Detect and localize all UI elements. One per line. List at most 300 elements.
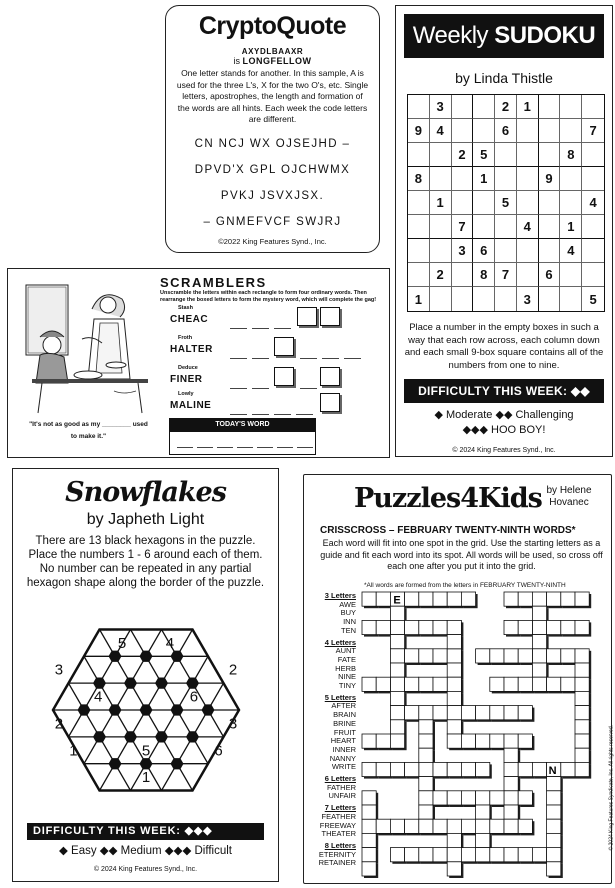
crisscross-cell[interactable]: [504, 677, 518, 691]
snowflakes-difficulty-bar: DIFFICULTY THIS WEEK: ◆◆◆: [27, 823, 264, 840]
crisscross-cell[interactable]: [419, 848, 433, 862]
sudoku-cell[interactable]: [517, 263, 539, 287]
crisscross-cell[interactable]: [447, 819, 461, 833]
sudoku-cell[interactable]: [452, 167, 474, 191]
crisscross-cell[interactable]: [362, 734, 376, 748]
crisscross-cell[interactable]: [504, 805, 518, 819]
sudoku-cell: 3: [430, 95, 452, 119]
answer-blank[interactable]: [257, 447, 273, 448]
crisscross-cell[interactable]: [476, 762, 490, 776]
crisscross-cell[interactable]: [390, 691, 404, 705]
crisscross-cell[interactable]: [518, 762, 532, 776]
crisscross-cell[interactable]: [405, 706, 419, 720]
crisscross-cell[interactable]: [390, 706, 404, 720]
sudoku-cell[interactable]: [517, 119, 539, 143]
sudoku-cell[interactable]: [408, 191, 430, 215]
crisscross-cell[interactable]: [561, 620, 575, 634]
sudoku-cell[interactable]: [582, 143, 604, 167]
sudoku-cell[interactable]: [430, 167, 452, 191]
crisscross-cell[interactable]: [490, 649, 504, 663]
crisscross-cell[interactable]: [518, 706, 532, 720]
sudoku-cell[interactable]: [517, 191, 539, 215]
crisscross-cell[interactable]: [504, 649, 518, 663]
word-list-item[interactable]: BUY: [340, 608, 356, 618]
scrambler-word: MALINE: [170, 400, 212, 411]
scramblers-instructions: Unscramble the letters within each rectangle to form four ordinary words. Then rearrange the boxed letters to form the mystery word, which will complete the gag!: [160, 290, 377, 303]
crisscross-cell[interactable]: [547, 833, 561, 847]
crisscross-cell[interactable]: [490, 791, 504, 805]
answer-blank[interactable]: [277, 447, 293, 448]
sudoku-cell[interactable]: [495, 239, 517, 263]
cryptoquote-title: CryptoQuote: [198, 12, 347, 40]
crisscross-cell[interactable]: [447, 620, 461, 634]
crisscross-cell[interactable]: [447, 734, 461, 748]
crisscross-cell[interactable]: [390, 635, 404, 649]
crisscross-cell[interactable]: [362, 762, 376, 776]
crisscross-cell[interactable]: [575, 649, 589, 663]
crisscross-cell[interactable]: [532, 606, 546, 620]
crisscross-cell[interactable]: [376, 734, 390, 748]
sudoku-cell[interactable]: [560, 263, 582, 287]
crisscross-cell[interactable]: [504, 748, 518, 762]
crisscross-cell[interactable]: [362, 848, 376, 862]
word-list-item[interactable]: FREEWAY: [319, 820, 356, 830]
todays-word-label: TODAY'S WORD: [169, 418, 316, 432]
crisscross-cell[interactable]: [419, 720, 433, 734]
crisscross-cell[interactable]: [362, 677, 376, 691]
crisscross-cell[interactable]: [518, 677, 532, 691]
answer-blank[interactable]: [296, 401, 313, 415]
sudoku-cell[interactable]: [473, 95, 495, 119]
sample-plain: LONGFELLOW: [242, 56, 312, 66]
crisscross-heading: CRISSCROSS – FEBRUARY TWENTY-NINTH WORDS*: [320, 525, 576, 536]
crisscross-cell[interactable]: [518, 649, 532, 663]
crisscross-cell[interactable]: [547, 649, 561, 663]
crisscross-cell[interactable]: [419, 620, 433, 634]
word-list-item[interactable]: NANNY: [329, 753, 356, 763]
crisscross-cell[interactable]: [476, 734, 490, 748]
sudoku-cell[interactable]: [452, 263, 474, 287]
crisscross-cell[interactable]: [490, 819, 504, 833]
crisscross-cell[interactable]: [575, 734, 589, 748]
answer-blank[interactable]: [177, 447, 193, 448]
sudoku-cell[interactable]: [452, 191, 474, 215]
crisscross-cell[interactable]: [419, 592, 433, 606]
sudoku-cell: 3: [517, 287, 539, 311]
crisscross-cell[interactable]: [532, 649, 546, 663]
crisscross-cell[interactable]: [390, 663, 404, 677]
crisscross-cell[interactable]: [547, 620, 561, 634]
word-list-item[interactable]: AFTER: [331, 701, 356, 711]
crisscross-cell[interactable]: [504, 819, 518, 833]
sudoku-cell[interactable]: [560, 119, 582, 143]
crisscross-cell[interactable]: [575, 677, 589, 691]
crisscross-cell[interactable]: [390, 620, 404, 634]
crisscross-cell[interactable]: [433, 592, 447, 606]
crisscross-cell[interactable]: [561, 592, 575, 606]
answer-blank[interactable]: [322, 345, 339, 359]
crisscross-cell[interactable]: [518, 734, 532, 748]
crisscross-cell[interactable]: [405, 592, 419, 606]
crisscross-cell[interactable]: [504, 592, 518, 606]
answer-blank[interactable]: [274, 401, 291, 415]
crisscross-cell[interactable]: [575, 620, 589, 634]
sudoku-cell[interactable]: [452, 119, 474, 143]
crisscross-cell[interactable]: [476, 706, 490, 720]
crisscross-cell[interactable]: [490, 848, 504, 862]
crisscross-cell[interactable]: [561, 649, 575, 663]
answer-blank[interactable]: [252, 401, 269, 415]
sudoku-title-bold: SUDOKU: [494, 22, 596, 49]
crisscross-cell[interactable]: [461, 819, 475, 833]
sudoku-cell[interactable]: [495, 167, 517, 191]
crisscross-cell[interactable]: [532, 848, 546, 862]
answer-blank[interactable]: [197, 447, 213, 448]
crisscross-cell[interactable]: [447, 720, 461, 734]
sudoku-cell[interactable]: [430, 239, 452, 263]
crisscross-cell[interactable]: [476, 791, 490, 805]
scrambler-hint: Stash: [178, 305, 193, 311]
answer-blank[interactable]: [217, 447, 233, 448]
sudoku-title: [404, 14, 604, 58]
crisscross-cell[interactable]: [447, 677, 461, 691]
crisscross-cell[interactable]: [362, 620, 376, 634]
word-list-item[interactable]: FATHER: [326, 782, 356, 792]
scrambler-hint: Deduce: [178, 365, 198, 371]
crisscross-cell[interactable]: [547, 777, 561, 791]
cryptoquote-line: CN NCJ WX OJSEJHD –: [194, 137, 351, 150]
sudoku-cell[interactable]: [473, 287, 495, 311]
sudoku-cell[interactable]: [539, 239, 561, 263]
word-list-item[interactable]: WRITE: [331, 762, 356, 772]
sudoku-cell[interactable]: [582, 215, 604, 239]
crisscross-cell[interactable]: [461, 762, 475, 776]
crisscross-cell[interactable]: [518, 620, 532, 634]
crisscross-cell[interactable]: [532, 592, 546, 606]
crisscross-cell[interactable]: [433, 762, 447, 776]
crisscross-cell[interactable]: [376, 819, 390, 833]
crisscross-cell[interactable]: [461, 791, 475, 805]
sudoku-cell[interactable]: [430, 287, 452, 311]
crisscross-cell[interactable]: [547, 848, 561, 862]
sudoku-cell[interactable]: [560, 287, 582, 311]
answer-box[interactable]: [320, 367, 340, 386]
sudoku-cell[interactable]: [452, 95, 474, 119]
word-list-item[interactable]: NINE: [338, 672, 356, 682]
sudoku-level-line: ◆ Moderate ◆◆ Challenging: [434, 409, 574, 421]
crisscross-cell[interactable]: [547, 805, 561, 819]
sudoku-cell[interactable]: [473, 191, 495, 215]
crisscross-cell[interactable]: [405, 677, 419, 691]
answer-blank[interactable]: [252, 345, 269, 359]
sudoku-cell[interactable]: [408, 143, 430, 167]
crisscross-cell[interactable]: [461, 848, 475, 862]
crisscross-cell[interactable]: [575, 592, 589, 606]
answer-blank[interactable]: [300, 375, 317, 389]
crisscross-cell[interactable]: [376, 620, 390, 634]
clue-number: 6: [189, 688, 199, 706]
sudoku-cell[interactable]: [408, 215, 430, 239]
sudoku-cell[interactable]: [517, 143, 539, 167]
crisscross-cell[interactable]: [362, 791, 376, 805]
sudoku-cell[interactable]: [408, 95, 430, 119]
crisscross-cell[interactable]: [532, 677, 546, 691]
crisscross-instructions: Each word will fit into one spot in the grid. Use the starting letters as a guide and fit each word into its spot. All words will be used, so cross off each one after you put it into the grid.: [320, 538, 603, 571]
word-list-item[interactable]: RETAINER: [318, 858, 356, 868]
snowflakes-panel: [12, 468, 279, 882]
crisscross-cell[interactable]: [575, 748, 589, 762]
sudoku-cell[interactable]: [560, 95, 582, 119]
sudoku-cell[interactable]: [495, 287, 517, 311]
crisscross-cell[interactable]: [490, 734, 504, 748]
black-hexagon: [171, 651, 184, 662]
crisscross-cell[interactable]: [532, 663, 546, 677]
crisscross-cell[interactable]: [447, 691, 461, 705]
crisscross-cell[interactable]: [405, 819, 419, 833]
crisscross-cell[interactable]: [518, 791, 532, 805]
crisscross-cell[interactable]: [547, 862, 561, 876]
crisscross-cell[interactable]: [419, 734, 433, 748]
word-list-item[interactable]: UNFAIR: [328, 791, 356, 801]
crisscross-cell[interactable]: [447, 649, 461, 663]
word-list-item[interactable]: AUNT: [335, 646, 356, 656]
crisscross-cell[interactable]: [447, 663, 461, 677]
crisscross-cell[interactable]: [419, 706, 433, 720]
sudoku-cell[interactable]: [539, 95, 561, 119]
sudoku-cell[interactable]: [582, 95, 604, 119]
crisscross-cell[interactable]: [575, 691, 589, 705]
crisscross-cell[interactable]: [419, 762, 433, 776]
crisscross-cell[interactable]: [362, 819, 376, 833]
crisscross-cell[interactable]: [390, 677, 404, 691]
word-list-item[interactable]: INNER: [332, 744, 356, 754]
cryptoquote-panel: [165, 5, 380, 253]
word-list-item[interactable]: TINY: [338, 681, 356, 691]
word-list-item[interactable]: AWE: [339, 599, 356, 609]
crisscross-cell[interactable]: [461, 734, 475, 748]
crisscross-cell[interactable]: [547, 592, 561, 606]
crisscross-cell[interactable]: [405, 649, 419, 663]
crisscross-cell[interactable]: [390, 720, 404, 734]
crisscross-cell[interactable]: [405, 762, 419, 776]
crisscross-cell[interactable]: [461, 592, 475, 606]
sudoku-cell: 2: [452, 143, 474, 167]
crisscross-cell[interactable]: [532, 620, 546, 634]
crisscross-cell[interactable]: [561, 762, 575, 776]
crisscross-cell[interactable]: [504, 777, 518, 791]
crisscross-cell[interactable]: [362, 592, 376, 606]
word-list-item[interactable]: BRAIN: [333, 710, 356, 720]
answer-blank[interactable]: [237, 447, 253, 448]
crisscross-cell[interactable]: [390, 762, 404, 776]
crisscross-cell[interactable]: [547, 819, 561, 833]
sudoku-difficulty-bar: DIFFICULTY THIS WEEK: ◆◆: [404, 379, 604, 403]
crisscross-cell[interactable]: [433, 706, 447, 720]
crisscross-cell[interactable]: [490, 677, 504, 691]
todays-word-box[interactable]: [169, 431, 316, 455]
crisscross-cell[interactable]: [447, 635, 461, 649]
crisscross-cell[interactable]: [561, 677, 575, 691]
crisscross-cell[interactable]: [518, 819, 532, 833]
crisscross-cell[interactable]: [461, 706, 475, 720]
crisscross-cell[interactable]: [376, 677, 390, 691]
sudoku-cell[interactable]: [539, 143, 561, 167]
cryptoquote-line: PVKJ JSVXJSX.: [220, 189, 325, 202]
crisscross-cell[interactable]: [419, 819, 433, 833]
answer-box[interactable]: [297, 307, 317, 326]
sudoku-cell[interactable]: [408, 263, 430, 287]
sudoku-cell[interactable]: [582, 239, 604, 263]
sudoku-cell[interactable]: [582, 263, 604, 287]
sudoku-cell: 1: [517, 95, 539, 119]
word-list-item[interactable]: FATE: [337, 654, 356, 664]
sudoku-cell[interactable]: [473, 119, 495, 143]
crisscross-cell[interactable]: [575, 663, 589, 677]
sudoku-cell[interactable]: [539, 215, 561, 239]
word-list-item[interactable]: FEATHER: [321, 811, 356, 821]
black-hexagon: [186, 731, 199, 742]
crisscross-cell[interactable]: [504, 706, 518, 720]
crisscross-cell[interactable]: [547, 791, 561, 805]
black-hexagon: [78, 704, 91, 715]
crisscross-cell[interactable]: [518, 592, 532, 606]
answer-blank[interactable]: [274, 315, 291, 329]
answer-blank[interactable]: [230, 315, 247, 329]
crisscross-cell[interactable]: [419, 748, 433, 762]
sudoku-cell: 7: [452, 215, 474, 239]
answer-blank[interactable]: [230, 375, 247, 389]
crisscross-cell[interactable]: [405, 620, 419, 634]
sudoku-cell[interactable]: [408, 239, 430, 263]
crisscross-cell[interactable]: [447, 762, 461, 776]
sudoku-cell[interactable]: [430, 215, 452, 239]
crisscross-cell[interactable]: [433, 649, 447, 663]
crisscross-cell[interactable]: [575, 720, 589, 734]
sudoku-cell: 8: [408, 167, 430, 191]
word-list-item[interactable]: THEATER: [321, 829, 356, 839]
crisscross-cell[interactable]: [362, 833, 376, 847]
crisscross-cell[interactable]: [518, 848, 532, 862]
sudoku-cell[interactable]: [430, 143, 452, 167]
answer-blank[interactable]: [344, 345, 361, 359]
sudoku-cell[interactable]: [517, 167, 539, 191]
sudoku-cell[interactable]: [539, 191, 561, 215]
answer-blank[interactable]: [230, 401, 247, 415]
crisscross-cell[interactable]: [504, 762, 518, 776]
crisscross-cell[interactable]: [362, 862, 376, 876]
cryptoquote-line: – GNMEFVCF SWJRJ: [203, 215, 342, 228]
answer-blank[interactable]: [297, 447, 313, 448]
word-list-item[interactable]: INN: [343, 617, 356, 627]
crisscross-cell[interactable]: [476, 819, 490, 833]
crisscross-cell[interactable]: [504, 791, 518, 805]
crisscross-cell[interactable]: [362, 805, 376, 819]
sudoku-cell[interactable]: [560, 167, 582, 191]
crisscross-cell[interactable]: [419, 777, 433, 791]
crisscross-cell[interactable]: [504, 734, 518, 748]
crisscross-cell[interactable]: [390, 734, 404, 748]
crisscross-cell[interactable]: [447, 833, 461, 847]
crisscross-cell[interactable]: [476, 649, 490, 663]
crisscross-cell[interactable]: [419, 649, 433, 663]
answer-blank[interactable]: [252, 315, 269, 329]
crisscross-cell[interactable]: [476, 833, 490, 847]
answer-blank[interactable]: [230, 345, 247, 359]
crisscross-cell[interactable]: [547, 677, 561, 691]
crisscross-cell[interactable]: [433, 791, 447, 805]
crisscross-cell[interactable]: [376, 762, 390, 776]
crisscross-cell[interactable]: [447, 592, 461, 606]
crisscross-cell[interactable]: [575, 706, 589, 720]
crisscross-cell[interactable]: [390, 649, 404, 663]
crisscross-cell[interactable]: [390, 819, 404, 833]
sudoku-cell[interactable]: [473, 215, 495, 239]
crisscross-cell[interactable]: [476, 805, 490, 819]
sudoku-cell[interactable]: [539, 119, 561, 143]
answer-box[interactable]: [320, 393, 340, 412]
snowflakes-instructions: There are 13 black hexagons in the puzzle. Place the numbers 1 - 6 around each of them. No number can be repeated in any partial hexagon shape along the border of the puzzle.: [26, 535, 265, 589]
word-list-item[interactable]: BRINE: [333, 718, 356, 728]
sudoku-cell[interactable]: [495, 215, 517, 239]
scrambler-item: [160, 305, 390, 335]
crisscross-cell[interactable]: [433, 677, 447, 691]
crisscross-cell[interactable]: [419, 805, 433, 819]
crisscross-cell[interactable]: [447, 791, 461, 805]
crisscross-cell[interactable]: [532, 762, 546, 776]
crisscross-cell[interactable]: [490, 706, 504, 720]
crisscross-cell[interactable]: [532, 635, 546, 649]
answer-blank[interactable]: [252, 375, 269, 389]
sudoku-cell[interactable]: [539, 287, 561, 311]
crisscross-cell[interactable]: [390, 606, 404, 620]
crisscross-cell[interactable]: [376, 592, 390, 606]
crisscross-cell[interactable]: [390, 848, 404, 862]
crisscross-cell[interactable]: [433, 819, 447, 833]
crisscross-cell[interactable]: [504, 620, 518, 634]
puzzles4kids-panel: [303, 474, 612, 884]
word-list-item[interactable]: HERB: [335, 663, 356, 673]
sudoku-cell: 9: [539, 167, 561, 191]
crisscross-cell[interactable]: [447, 848, 461, 862]
word-list-item[interactable]: TEN: [341, 625, 356, 635]
sample-is: is: [233, 56, 240, 66]
crisscross-cell[interactable]: [433, 848, 447, 862]
crisscross-cell[interactable]: [405, 848, 419, 862]
crisscross-cell[interactable]: [504, 848, 518, 862]
sudoku-cell: 1: [430, 191, 452, 215]
crisscross-cell[interactable]: [476, 848, 490, 862]
crisscross-cell[interactable]: [419, 791, 433, 805]
crisscross-cell[interactable]: [447, 706, 461, 720]
crisscross-cell[interactable]: [447, 862, 461, 876]
sudoku-cell[interactable]: [495, 143, 517, 167]
puzzles4kids-title: Puzzles4Kids: [354, 483, 542, 514]
answer-box[interactable]: [274, 367, 294, 386]
sudoku-cell[interactable]: [517, 239, 539, 263]
answer-blank[interactable]: [300, 345, 317, 359]
word-list-item[interactable]: HEART: [330, 736, 356, 746]
sudoku-cell[interactable]: [452, 287, 474, 311]
sudoku-cell[interactable]: [582, 167, 604, 191]
word-list-item[interactable]: ETERNITY: [318, 849, 356, 859]
answer-box[interactable]: [320, 307, 340, 326]
crisscross-cell[interactable]: [433, 620, 447, 634]
crisscross-cell[interactable]: [575, 762, 589, 776]
word-list-item[interactable]: FRUIT: [333, 727, 356, 737]
answer-box[interactable]: [274, 337, 294, 356]
crisscross-cell[interactable]: [419, 677, 433, 691]
sudoku-cell[interactable]: [560, 191, 582, 215]
